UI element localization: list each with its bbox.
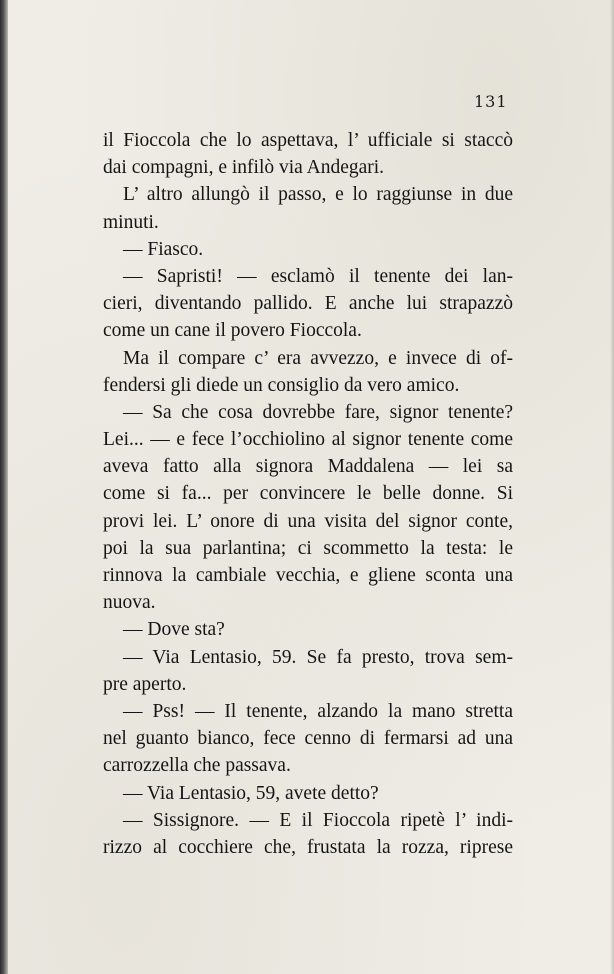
text-line: aveva fatto alla signora Maddalena — lei sa <box>103 456 513 478</box>
text-line: — Sa che cosa dovrebbe fare, signor tenente? <box>123 401 513 423</box>
text-line: fendersi gli diede un consiglio da vero amico. <box>103 374 460 396</box>
text-line: provi lei. L’ onore di una visita del signor conte, <box>103 510 513 532</box>
text-line: minuti. <box>103 211 159 233</box>
text-line: poi la sua parlantina; ci scommetto la testa: le <box>103 537 513 559</box>
text-line: come si fa... per convincere le belle donne. Si <box>103 483 513 505</box>
text-line: nel guanto bianco, fece cenno di fermarsi ad una <box>103 728 513 750</box>
text-line: — Dove sta? <box>123 619 225 641</box>
text-line: come un cane il povero Fioccola. <box>103 320 362 342</box>
text-line: Lei... — e fece l’occhiolino al signor tenente come <box>103 429 513 451</box>
text-line: cieri, diventando pallido. E anche lui strapazzò <box>103 293 513 315</box>
text-line: rinnova la cambiale vecchia, e gliene sconta una <box>103 565 513 586</box>
text-line: pre aperto. <box>103 673 187 695</box>
text-line: nuova. <box>103 592 156 614</box>
text-line: — Sissignore. — E il Fioccola ripetè l’ indi- <box>123 809 513 831</box>
page-right-edge <box>610 0 614 974</box>
text-line: — Fiasco. <box>123 238 204 260</box>
page-number: 131 <box>474 92 508 111</box>
text-line: — Via Lentasio, 59, avete detto? <box>123 782 379 804</box>
text-line: — Sapristi! — esclamò il tenente dei lan- <box>123 265 513 287</box>
text-line: L’ altro allungò il passo, e lo raggiunse in due <box>123 184 513 206</box>
text-line: il Fioccola che lo aspettava, l’ ufficiale si staccò <box>103 130 513 151</box>
page-binding-edge <box>0 0 8 974</box>
text-line: rizzo al cocchiere che, frustata la rozza, riprese <box>103 836 513 858</box>
body-text <box>103 127 513 861</box>
text-line: carrozzella che passava. <box>103 755 291 777</box>
text-line: dai compagni, e infilò via Andegari. <box>103 157 385 179</box>
text-line: — Pss! — Il tenente, alzando la mano stretta <box>123 700 513 722</box>
text-line: — Via Lentasio, 59. Se fa presto, trova sem- <box>123 646 513 668</box>
text-line: Ma il compare c’ era avvezzo, e invece di of- <box>123 347 513 369</box>
